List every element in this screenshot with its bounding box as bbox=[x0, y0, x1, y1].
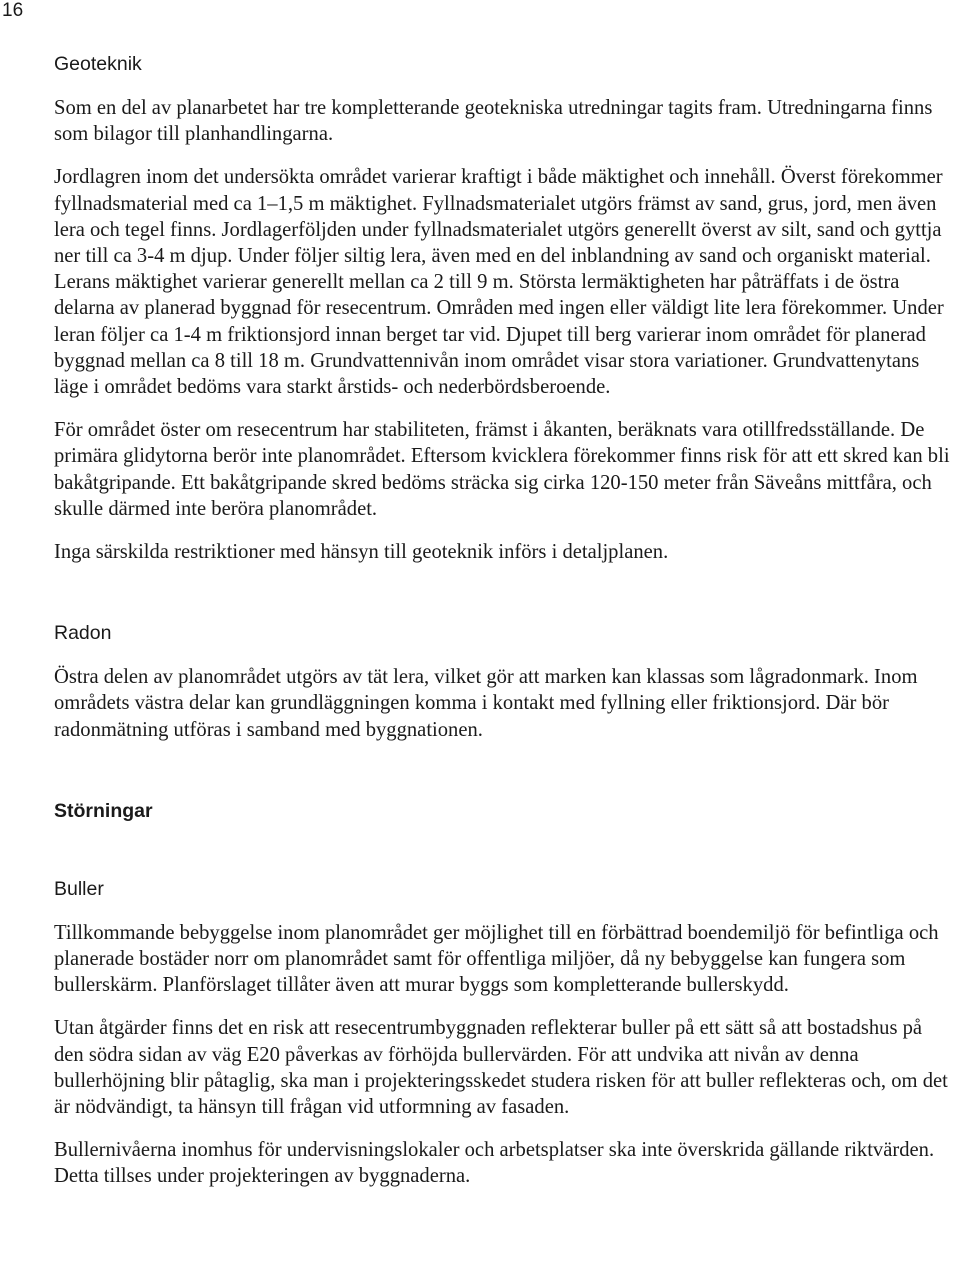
heading-storningar: Störningar bbox=[54, 799, 153, 822]
heading-radon: Radon bbox=[54, 622, 112, 645]
paragraph-radon-1: Östra delen av planområdet utgörs av tät lera, vilket gör att marken kan klassas som lågradonmark. Inom områdets västra delar kan grundläggningen komma i kontakt med fyllning eller friktionsjord. Där bör radonmätning utföras i samband med byggnationen. bbox=[54, 666, 918, 741]
paragraph-geoteknik-4: Inga särskilda restriktioner med hänsyn till geoteknik införs i detaljplanen. bbox=[54, 541, 669, 564]
paragraph-geoteknik-1: Som en del av planarbetet har tre kompletterande geotekniska utredningar tagits fram. Utredningarna finns som bilagor till planhandlingarna. bbox=[54, 97, 933, 146]
heading-geoteknik: Geoteknik bbox=[54, 53, 142, 75]
page-number: 16 bbox=[2, 0, 24, 21]
paragraph-geoteknik-3: För området öster om resecentrum har stabiliteten, främst i åkanten, beräknats vara otillfredsställande. De primära glidytorna berör inte planområdet. Eftersom kvicklera förekommer finns risk för att ett skred kan bli bakåtgripande. Ett bakåtgripande skred bedöms sträcka sig cirka 120-150 meter från Säveåns mittfåra, och skulle därmed inte beröra planområdet. bbox=[54, 419, 950, 520]
paragraph-buller-1: Tillkommande bebyggelse inom planområdet ger möjlighet till en förbättrad boendemiljö för befintliga och planerade bostäder norr om planområdet samt för offentliga miljöer, då ny bebyggelse kan fungera som bullerskärm. Planförslaget tillåter även att murar byggs som kompletterande bullerskydd. bbox=[54, 921, 939, 997]
paragraph-buller-3: Bullernivåerna inomhus för undervisningslokaler och arbetsplatser ska inte överskrida gällande riktvärden. Detta tillses under projekteringen av byggnaderna. bbox=[54, 1139, 935, 1188]
paragraph-buller-2: Utan åtgärder finns det en risk att resecentrumbyggnaden reflekterar buller på ett sätt så att bostadshus på den södra sidan av väg E20 påverkas av förhöjda bullervärden. För att undvika att nivån av denna bullerhöjning blir påtaglig, ska man i projekteringsskedet studera risken för att buller reflekteras och, om det är nödvändigt, ta hänsyn till frågan vid utformning av fasaden. bbox=[54, 1017, 948, 1119]
paragraph-geoteknik-2: Jordlagren inom det undersökta området varierar kraftigt i både mäktighet och innehåll. Överst förekommer fyllnadsmaterial med ca 1–1,5 m mäktighet. Fyllnadsmaterialet utgörs främst av sand, grus, jord, men även lera och tegel finns. Jordlagerföljden under fyllnadsmaterialet utgörs generellt överst av silt, sand och gyttja ner till ca 3-4 m djup. Under följer siltig lera, även med en del inblandning av sand och organiskt material. Lerans mäktighet varierar generellt mellan ca 2 till 9 m. Största lermäktigheten har påträffats i de östra delarna av planerad byggnad för resecentrum. Områden med ingen eller väldigt lite lera förekommer. Under leran följer ca 1-4 m friktionsjord innan berget tar vid. Djupet till berg varierar inom området för planerad byggnad mellan ca 8 till 18 m. Grundvattennivån inom området visar stora variationer. Grundvattenytans läge i området bedöms vara starkt årstids- och nederbördsberoende. bbox=[54, 166, 944, 399]
document-body bbox=[54, 51, 954, 1190]
heading-buller: Buller bbox=[54, 877, 104, 900]
